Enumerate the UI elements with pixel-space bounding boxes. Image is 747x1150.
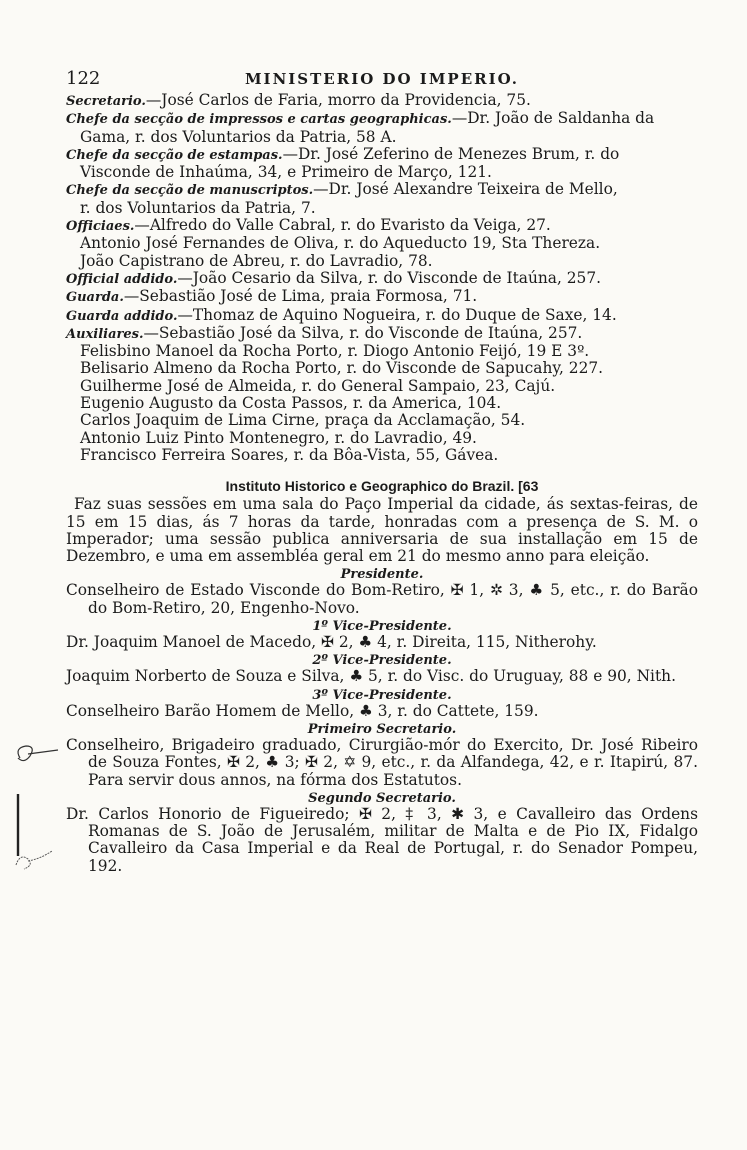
officers-list: [66, 567, 698, 875]
staff-line: [66, 343, 698, 360]
staff-role-label: Guarda.: [66, 290, 124, 306]
staff-entry-text: —Sebastião José da Silva, r. do Visconde de Itaúna, 257.: [143, 323, 583, 342]
staff-entry-text: —José Carlos de Faria, morro da Providencia, 75.: [145, 91, 531, 109]
staff-entry-text: Belisario Almeno da Rocha Porto, r. do Visconde de Sapucahy, 227.: [80, 359, 604, 378]
officer-entry: Conselheiro, Brigadeiro graduado, Cirurgião-mór do Exercito, Dr. José Ribeiro de Souza Fontes, ✠ 2, ♣ 3; ✠ 2, ✡ 9, etc., r. da Alfandega, 42, e r. Itapirú, 87. Para servir dous annos, na fórma dos Estatutos.: [66, 735, 698, 789]
staff-role-label: Guarda addido.: [66, 308, 178, 324]
staff-role-label: Officiaes.: [66, 219, 135, 235]
staff-entry-text: Felisbino Manoel da Rocha Porto, r. Diogo Antonio Feijó, 19 E 3º.: [80, 342, 590, 361]
institute-heading: [66, 478, 698, 494]
page-number: 122: [66, 68, 101, 89]
staff-entry-text: —Sebastião José de Lima, praia Formosa, 71.: [123, 287, 478, 306]
staff-entry-text: Eugenio Augusto da Costa Passos, r. da America, 104.: [80, 394, 502, 413]
staff-role-label: Auxiliares.: [66, 326, 144, 342]
handwritten-margin-scribble: [10, 843, 70, 883]
staff-line: [66, 395, 698, 412]
staff-line: [66, 307, 698, 325]
officer-role-heading: Segundo Secretario.: [308, 790, 456, 806]
staff-role-label: Official addido.: [66, 271, 178, 287]
staff-entry-text: —Dr. José Alexandre Teixeira de Mello,: [313, 180, 618, 199]
officer-entry: Conselheiro de Estado Visconde do Bom-Retiro, ✠ 1, ✲ 3, ♣ 5, etc., r. do Barão do Bom-Retiro, 20, Engenho-Novo.: [66, 581, 698, 617]
officer-role-heading: Presidente.: [340, 567, 424, 583]
staff-line: [66, 430, 698, 447]
staff-line: [66, 288, 698, 306]
institute-heading-text: Instituto Historico e Geographico do Brazil.: [225, 478, 515, 495]
page-header: [66, 68, 698, 92]
staff-line: [66, 181, 698, 199]
staff-line: [66, 235, 698, 252]
staff-entry-text: Visconde de Inhaúma, 34, e Primeiro de Março, 121.: [80, 163, 492, 182]
staff-entry-text: Antonio Luiz Pinto Montenegro, r. do Lavradio, 49.: [80, 428, 477, 447]
staff-line: [66, 447, 698, 464]
staff-entry-text: —Thomaz de Aquino Nogueira, r. do Duque de Saxe, 14.: [177, 305, 617, 324]
officer-role-heading: 1º Vice-Presidente.: [312, 619, 452, 635]
document-page: [66, 68, 698, 875]
staff-line: [66, 164, 698, 181]
staff-list: [66, 92, 698, 464]
handwritten-margin-mark: [10, 740, 70, 780]
staff-line: [66, 360, 698, 377]
officer-role-heading: Primeiro Secretario.: [307, 721, 457, 737]
staff-line: [66, 378, 698, 395]
staff-line: [66, 325, 698, 343]
staff-role-label: Chefe da secção de impressos e cartas geographicas.: [66, 112, 452, 128]
staff-entry-text: Francisco Ferreira Soares, r. da Bôa-Vista, 55, Gávea.: [80, 445, 499, 464]
staff-line: [66, 129, 698, 146]
staff-entry-text: Guilherme José de Almeida, r. do General Sampaio, 23, Cajú.: [80, 376, 556, 395]
staff-line: [66, 270, 698, 288]
staff-line: [66, 92, 698, 110]
staff-role-label: Chefe da secção de manuscriptos.: [66, 183, 314, 199]
staff-line: [66, 217, 698, 235]
staff-role-label: Chefe da secção de estampas.: [66, 147, 283, 163]
officer-entry: Conselheiro Barão Homem de Mello, ♣ 3, r. do Cattete, 159.: [66, 701, 539, 720]
officer-entry: Dr. Carlos Honorio de Figueiredo; ✠ 2, ‡ 3, ✱ 3, e Cavalleiro das Ordens Romanas de S. João de Jerusalém, militar de Malta e de Pio IX, Fidalgo Cavalleiro da Casa Imperial e da Real de Portugal, r. do Senador Pompeu, 192.: [66, 804, 698, 875]
staff-entry-text: Gama, r. dos Voluntarios da Patria, 58 A.: [80, 127, 397, 146]
staff-role-label: Secretario.: [66, 94, 146, 109]
institute-paragraph: Faz suas sessões em uma sala do Paço Imperial da cidade, ás sextas-feiras, de 15 em 15 dias, ás 7 horas da tarde, honradas com a presença de S. M. o Imperador; uma sessão publica anniversaria de sua installação em 15 de Dezembro, e uma em assembléa geral em 21 do mesmo anno para eleição.: [66, 495, 698, 566]
officer-role-heading: 2º Vice-Presidente.: [312, 653, 452, 669]
staff-entry-text: r. dos Voluntarios da Patria, 7.: [80, 198, 316, 217]
officer-entry: Joaquim Norberto de Souza e Silva, ♣ 5, r. do Visc. do Uruguay, 88 e 90, Nith.: [66, 667, 676, 686]
staff-entry-text: —Dr. José Zeferino de Menezes Brum, r. do: [282, 144, 620, 163]
staff-line: [66, 412, 698, 429]
staff-entry-text: —Dr. João de Saldanha da: [451, 109, 655, 128]
staff-entry-text: João Capistrano de Abreu, r. do Lavradio, 78.: [80, 251, 433, 270]
officer-entry: Dr. Joaquim Manoel de Macedo, ✠ 2, ♣ 4, r. Direita, 115, Nitherohy.: [66, 633, 597, 652]
officer-role-heading: 3º Vice-Presidente.: [312, 687, 452, 703]
staff-line: [66, 253, 698, 270]
staff-entry-text: —Alfredo do Valle Cabral, r. do Evaristo da Veiga, 27.: [134, 216, 551, 235]
institute-ref: [63: [518, 478, 539, 495]
staff-entry-text: Carlos Joaquim de Lima Cirne, praça da Acclamação, 54.: [80, 411, 526, 430]
running-title: MINISTERIO DO IMPERIO.: [244, 70, 520, 88]
staff-entry-text: —João Cesario da Silva, r. do Visconde de Itaúna, 257.: [177, 268, 601, 287]
staff-line: [66, 146, 698, 164]
staff-entry-text: Antonio José Fernandes de Oliva, r. do Aqueducto 19, Sta Thereza.: [80, 234, 601, 253]
staff-line: [66, 200, 698, 217]
staff-line: [66, 110, 698, 128]
